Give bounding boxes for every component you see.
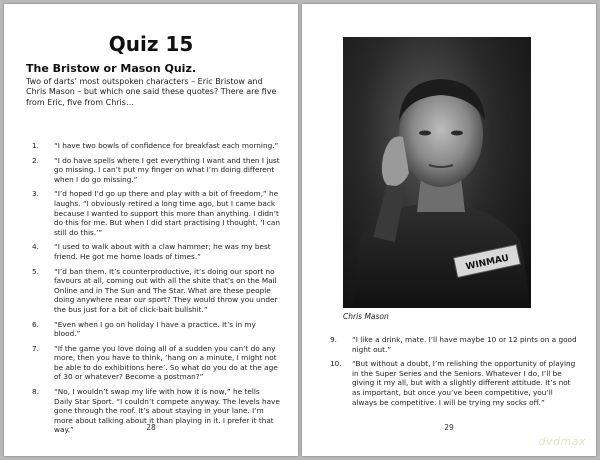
question-number: 7.	[32, 343, 39, 353]
question-text: “I used to walk about with a claw hammer; he was my best friend. He got me home loads of times.”	[54, 242, 271, 261]
question-list-left	[32, 141, 280, 440]
shirt-sponsor-text: WINMAU	[464, 253, 510, 273]
question-item	[330, 335, 578, 354]
question-item	[32, 141, 280, 151]
right-page	[302, 4, 596, 456]
question-text: “I’d hoped I’d go up there and play with a bit of freedom,” he laughs. “I obviously retired a long time ago, but I came back because I wanted to support this more than anything. I didn’t do this for me. But when I did start practising I thought, ‘I can still do this.’”	[54, 189, 280, 237]
quiz-intro: Two of darts’ most outspoken characters – Eric Bristow and Chris Mason – but which one said these quotes? There are five from Eric, five from Chris…	[26, 77, 277, 107]
photo-caption: Chris Mason	[343, 312, 389, 321]
page-number-right: 29	[444, 423, 454, 432]
question-text: “Even when I go on holiday I have a practice. It’s in my blood.”	[54, 319, 256, 339]
question-number: 1.	[32, 141, 39, 150]
question-item	[32, 189, 280, 237]
question-text: “I have two bowls of confidence for breakfast each morning.”	[54, 141, 279, 150]
question-text: “If the game you love doing all of a sudden you can’t do any more, then you have to think, ‘hang on a minute, I might not be able to do exhibitions here’. So what do you do at the age of 30 or whatever? Become a postman?”	[54, 343, 278, 382]
left-page	[4, 4, 298, 456]
question-text: “I’d ban them. It’s counterproductive, it’s doing our sport no favours at all, coming out with all the shite that’s on the Mail Online and in The Sun and The Star. What are these people doing anywhere near our sport? They would throw you under the bus just for a bit of click-bait bullshit.”	[54, 266, 278, 314]
question-item	[330, 359, 578, 407]
question-number: 6.	[32, 319, 39, 329]
question-list-right	[330, 335, 578, 412]
question-text: “I like a drink, mate. I’ll have maybe 10 or 12 pints on a good night out.”	[352, 335, 577, 354]
question-number: 4.	[32, 242, 39, 252]
question-item	[32, 320, 280, 339]
portrait-illustration	[343, 37, 531, 308]
question-number: 2.	[32, 155, 39, 165]
question-text: “But without a doubt, I’m relishing the opportunity of playing in the Super Series and the Seniors. Whatever I do, I’ll be giving it my all, but with a slightly different attitude. It’s not as important, but once you’ve been competitive, you’ll always be competitive. I will be trying my socks off.”	[352, 359, 576, 407]
question-item	[32, 267, 280, 315]
question-text: “I do have spells where I get everything I want and then I just go missing. I can’t put my finger on what I’m doing different when I do go missing.”	[54, 155, 280, 184]
quiz-title: Quiz 15	[108, 32, 194, 56]
question-number: 9.	[330, 335, 337, 344]
watermark: dvdmax	[538, 435, 586, 448]
question-number: 3.	[32, 189, 39, 199]
page-number-left: 28	[146, 423, 156, 432]
quiz-subtitle: The Bristow or Mason Quiz.	[26, 62, 197, 75]
question-text: “No, I wouldn’t swap my life with how it is now,” he tells Daily Star Sport. “I couldn’t compete anyway. The levels have gone through the roof. It’s about staying in your lane. I’m more about talking about it than playing in it. I prefer it that way.”	[54, 387, 280, 435]
chris-mason-photo	[343, 37, 531, 308]
question-number: 8.	[32, 387, 39, 397]
question-item	[32, 344, 280, 382]
question-item	[32, 242, 280, 261]
question-item	[32, 156, 280, 185]
question-number: 10.	[330, 359, 342, 369]
question-number: 5.	[32, 266, 39, 276]
